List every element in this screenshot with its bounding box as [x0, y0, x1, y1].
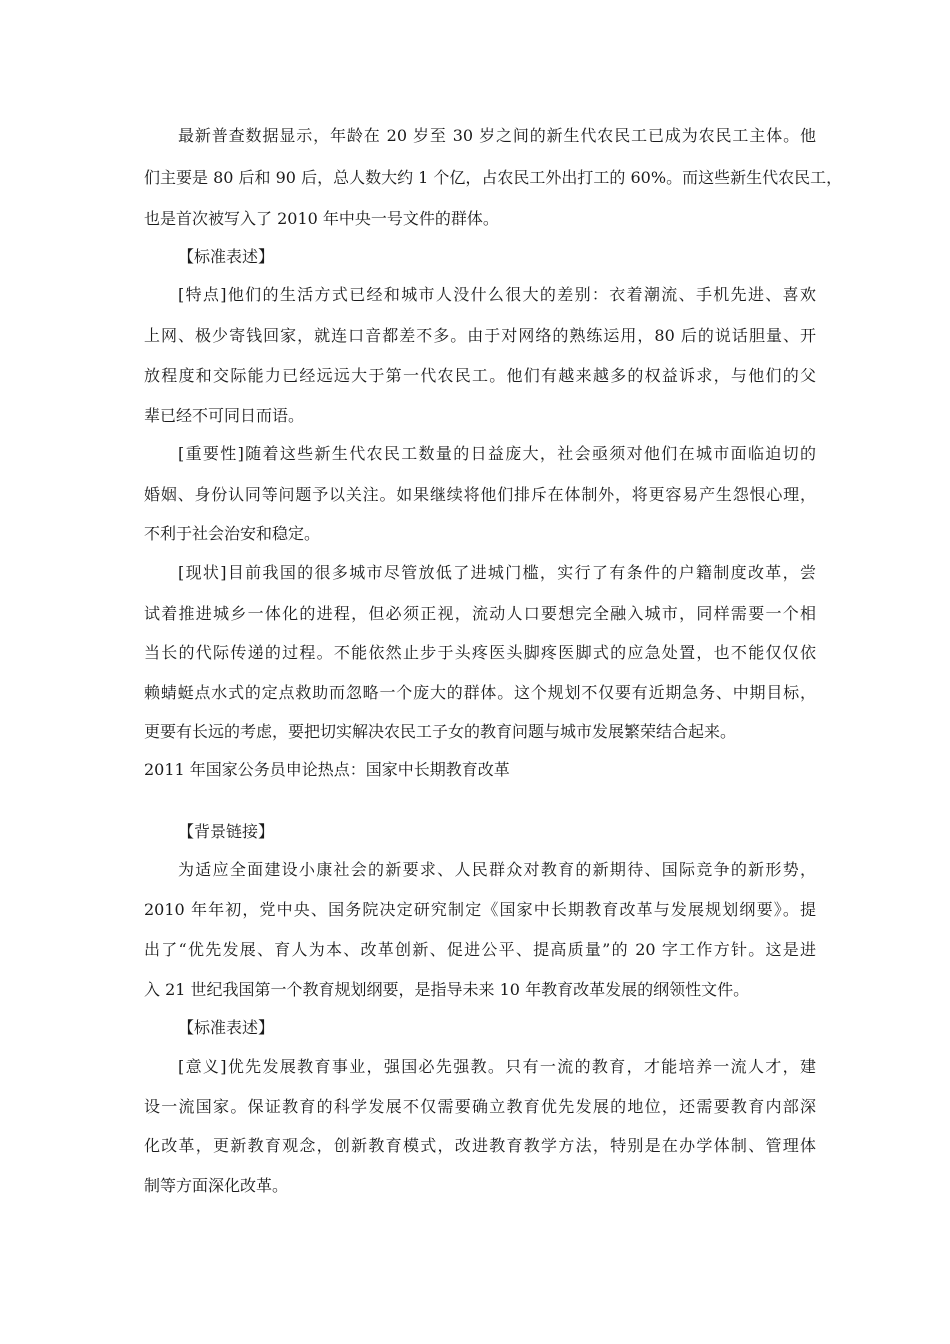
standard-heading-2: 【标准表述】: [178, 1018, 275, 1037]
intro-line-2: 们主要是 80 后和 90 后，总人数大约 1 个亿，占农民工外出打工的 60%。而这些新生代农民工，: [144, 168, 843, 187]
background-line-3: 出了“优先发展、育人为本、改革创新、促进公平、提高质量”的 20 字工作方针。这是进: [144, 940, 816, 959]
intro-line-3: 也是首次被写入了 2010 年中央一号文件的群体。: [144, 209, 499, 228]
status-line-1: [现状]目前我国的很多城市尽管放低了进城门槛，实行了有条件的户籍制度改革，尝: [178, 563, 816, 582]
importance-line-1: [重要性]随着这些新生代农民工数量的日益庞大，社会亟须对他们在城市面临迫切的: [178, 444, 816, 463]
status-line-4: 赖蜻蜓点水式的定点救助而忽略一个庞大的群体。这个规划不仅要有近期急务、中期目标，: [144, 683, 816, 702]
significance-line-4: 制等方面深化改革。: [144, 1176, 289, 1195]
background-heading: 【背景链接】: [178, 822, 275, 841]
standard-heading-1: 【标准表述】: [178, 247, 275, 266]
background-line-1: 为适应全面建设小康社会的新要求、人民群众对教育的新期待、国际竞争的新形势，: [178, 860, 816, 879]
features-line-4: 辈已经不可同日而语。: [144, 406, 305, 425]
importance-line-2: 婚姻、身份认同等问题予以关注。如果继续将他们排斥在体制外，将更容易产生怨恨心理，: [144, 485, 816, 504]
features-line-2: 上网、极少寄钱回家，就连口音都差不多。由于对网络的熟练运用，80 后的说话胆量、开: [144, 326, 816, 345]
status-line-2: 试着推进城乡一体化的进程，但必须正视，流动人口要想完全融入城市，同样需要一个相: [144, 604, 816, 623]
background-line-4: 入 21 世纪我国第一个教育规划纲要，是指导未来 10 年教育改革发展的纲领性文件。: [144, 980, 750, 999]
features-line-3: 放程度和交际能力已经远远大于第一代农民工。他们有越来越多的权益诉求，与他们的父: [144, 366, 816, 385]
importance-line-3: 不利于社会治安和稳定。: [144, 524, 321, 543]
section-title: 2011 年国家公务员申论热点：国家中长期教育改革: [144, 760, 510, 779]
significance-line-2: 设一流国家。保证教育的科学发展不仅需要确立教育优先发展的地位，还需要教育内部深: [144, 1097, 816, 1116]
status-line-5: 更要有长远的考虑，要把切实解决农民工子女的教育问题与城市发展繁荣结合起来。: [144, 722, 737, 741]
significance-line-3: 化改革，更新教育观念，创新教育模式，改进教育教学方法，特别是在办学体制、管理体: [144, 1136, 816, 1155]
features-line-1: [特点]他们的生活方式已经和城市人没什么很大的差别：衣着潮流、手机先进、喜欢: [178, 285, 816, 304]
status-line-3: 当长的代际传递的过程。不能依然止步于头疼医头脚疼医脚式的应急处置，也不能仅仅依: [144, 643, 816, 662]
intro-line-1: 最新普查数据显示，年龄在 20 岁至 30 岁之间的新生代农民工已成为农民工主体。他: [178, 126, 816, 145]
background-line-2: 2010 年年初，党中央、国务院决定研究制定《国家中长期教育改革与发展规划纲要》。提: [144, 900, 816, 919]
significance-line-1: [意义]优先发展教育事业，强国必先强教。只有一流的教育，才能培养一流人才，建: [178, 1057, 816, 1076]
